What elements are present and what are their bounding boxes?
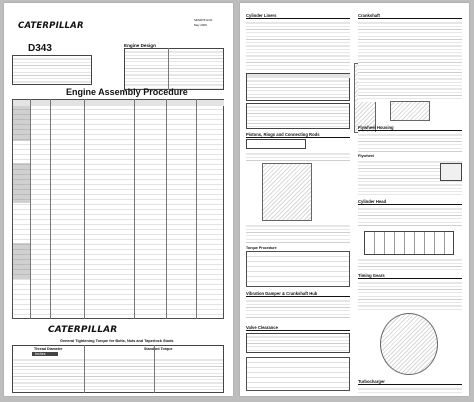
assembly-step-group-3 (13, 243, 30, 279)
assembly-procedure-header (13, 100, 224, 106)
valve-clearance-rows (247, 334, 349, 352)
engine-design-divider (168, 48, 169, 90)
valve-clearance-rule (246, 330, 350, 331)
timing-gears-title: Timing Gears (358, 273, 385, 278)
pistons-title: Pistons, Rings and Connecting Rods (246, 132, 320, 137)
vibration-damper-specs (246, 298, 350, 320)
liner-tools-rows (247, 78, 349, 100)
assembly-col-5 (166, 99, 167, 319)
torque-procedure-title: Torque Procedure (246, 246, 277, 250)
model-number: D343 (28, 43, 52, 54)
bottom-caterpillar-logo: CATERPILLAR (48, 325, 118, 335)
caterpillar-logo: CATERPILLAR (18, 21, 84, 31)
head-bolt-sequence-diagram (364, 231, 454, 255)
torque-table-rows (13, 357, 223, 392)
piston-tools-table (246, 139, 306, 149)
cylinder-head-specs (358, 206, 462, 228)
vibration-damper-rule (246, 296, 350, 297)
cylinder-head-rule (358, 204, 462, 205)
engine-design-title: Engine Design (124, 43, 156, 48)
document-date: May 2009 (194, 23, 207, 27)
thread-diameter-header: Thread Diameter (34, 347, 63, 351)
timing-gears-specs (358, 280, 462, 310)
flywheel-housing-specs (358, 132, 462, 152)
cylinder-head-title: Cylinder Head (358, 199, 387, 204)
valve-lash-rows (246, 357, 350, 391)
cylinder-liners-specs (246, 20, 350, 70)
timing-gear-illustration (380, 313, 438, 375)
turbocharger-title: Turbocharger (358, 379, 385, 384)
timing-gears-rule (358, 278, 462, 279)
left-page (4, 3, 233, 396)
torque-col-2 (154, 345, 155, 393)
cylinder-head-notes (358, 257, 462, 271)
inches-header: Inches (35, 352, 46, 356)
crankshaft-title: Crankshaft (358, 13, 380, 18)
assembly-col-3 (84, 99, 85, 319)
flywheel-note-box (440, 163, 462, 181)
crankshaft-rule (358, 18, 462, 19)
literature-reference-rows (13, 56, 91, 84)
torque-col-1 (84, 345, 85, 393)
pistons-rule (246, 137, 350, 138)
crankshaft-specs (358, 20, 462, 102)
document-code: SENR7613-01 (194, 18, 213, 22)
valve-clearance-title: Valve Clearance (246, 325, 278, 330)
assembly-procedure-rows (12, 99, 224, 319)
turbocharger-rule (358, 384, 462, 385)
assembly-step-group-2 (13, 163, 30, 203)
flywheel-housing-title: Flywheel Housing (358, 125, 394, 130)
piston-instructions (246, 223, 350, 243)
liner-tools-header (247, 74, 350, 78)
flywheel-housing-rule (358, 130, 462, 131)
cylinder-liners-rule (246, 18, 350, 19)
vibration-damper-title: Vibration Damper & Crankshaft Hub (246, 291, 318, 296)
engine-design-rows (125, 49, 223, 89)
bearing-illustration (390, 101, 430, 121)
assembly-step-group-1 (13, 106, 30, 141)
assembly-col-1 (30, 99, 31, 319)
liner-projection-rows (247, 104, 349, 128)
flywheel-title: Flywheel (358, 154, 375, 158)
cylinder-liners-title: Cylinder Liners (246, 13, 277, 18)
right-page (240, 3, 469, 396)
torque-table-title: General Tightening Torque for Bolts, Nuts and Taperlock Studs (60, 339, 174, 343)
turbocharger-specs (358, 386, 462, 394)
assembly-col-4 (134, 99, 135, 319)
torque-procedure-rows (246, 251, 350, 287)
engine-assembly-title: Engine Assembly Procedure (66, 87, 188, 97)
piston-illustration (262, 163, 312, 221)
piston-notes (246, 151, 350, 161)
standard-torque-header: Standard Torque (144, 347, 173, 351)
assembly-col-6 (196, 99, 197, 319)
assembly-col-2 (50, 99, 51, 319)
